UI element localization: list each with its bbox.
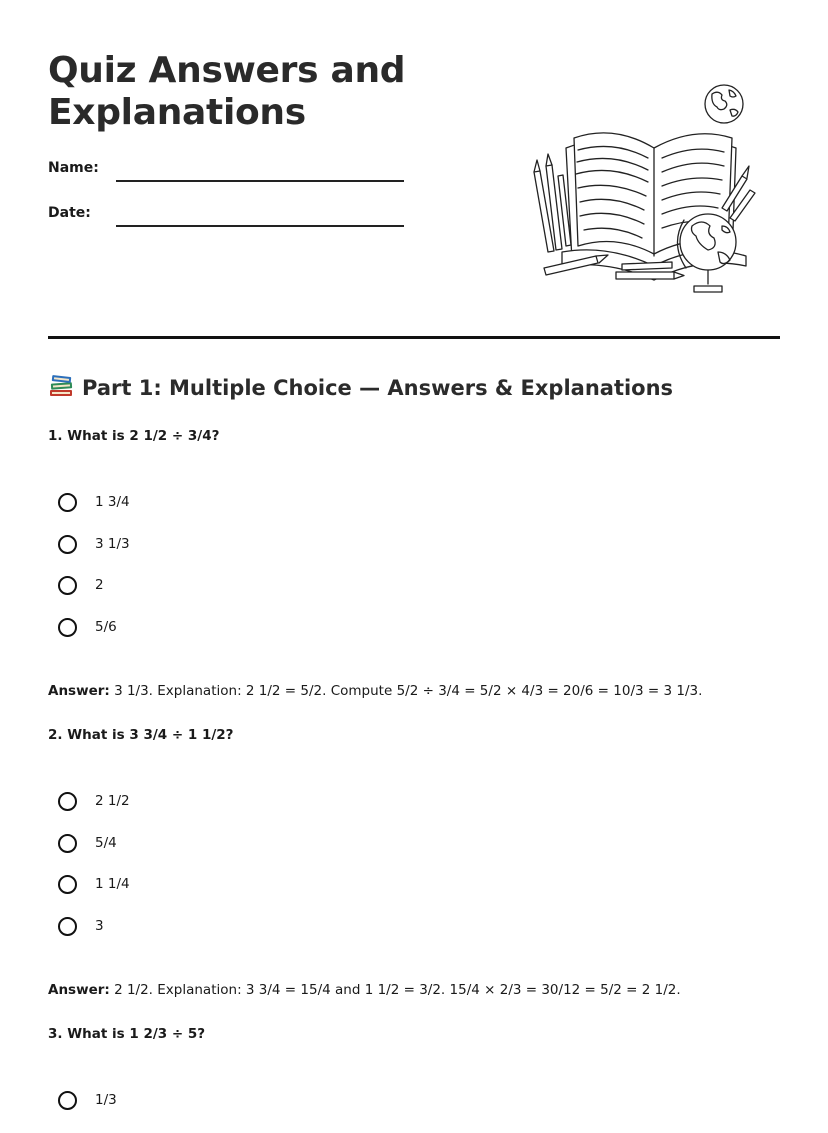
radio-button[interactable] (58, 493, 77, 512)
question-2-prompt: 2. What is 3 3/4 ÷ 1 1/2? (48, 727, 234, 743)
page-title (48, 50, 405, 134)
title-line-1: Quiz Answers and (48, 50, 406, 91)
radio-button[interactable] (58, 917, 77, 936)
option-label: 5/4 (95, 834, 117, 851)
title-line-2: Explanations (48, 92, 306, 133)
date-label: Date: (48, 205, 91, 221)
part-1-heading-text: Part 1: Multiple Choice — Answers & Explanations (82, 376, 674, 400)
answer-text: 3 1/3. Explanation: 2 1/2 = 5/2. Compute 5/2 ÷ 3/4 = 5/2 × 4/3 = 20/6 = 10/3 = 3 1/3. (114, 683, 703, 699)
option-label: 3 (95, 917, 104, 934)
radio-button[interactable] (58, 875, 77, 894)
header-divider (48, 336, 780, 339)
answer-label: Answer: (48, 982, 110, 998)
option-label: 2 1/2 (95, 793, 130, 809)
question-1-prompt: 1. What is 2 1/2 ÷ 3/4? (48, 428, 220, 444)
answer-label: Answer: (48, 683, 110, 699)
radio-button[interactable] (58, 1091, 77, 1110)
book-globe-illustration (526, 80, 756, 295)
option-label: 1 3/4 (95, 494, 130, 510)
date-input-line[interactable] (116, 225, 404, 227)
radio-button[interactable] (58, 535, 77, 554)
option-label: 1/3 (95, 1092, 117, 1108)
radio-button[interactable] (58, 834, 77, 853)
option-label: 2 (95, 577, 104, 593)
question-3-prompt: 3. What is 1 2/3 ÷ 5? (48, 1026, 206, 1042)
radio-button[interactable] (58, 792, 77, 811)
option-label: 3 1/3 (95, 535, 130, 552)
name-input-line[interactable] (116, 180, 404, 182)
option-label: 1 1/4 (95, 876, 130, 892)
question-2-answer (48, 982, 681, 998)
part-1-heading (48, 374, 673, 400)
option-label: 5/6 (95, 618, 117, 635)
radio-button[interactable] (58, 618, 77, 637)
books-icon (48, 374, 74, 398)
radio-button[interactable] (58, 576, 77, 595)
question-1-answer (48, 683, 702, 699)
name-label: Name: (48, 160, 99, 176)
answer-text: 2 1/2. Explanation: 3 3/4 = 15/4 and 1 1/2 = 3/2. 15/4 × 2/3 = 30/12 = 5/2 = 2 1/2. (114, 982, 681, 998)
